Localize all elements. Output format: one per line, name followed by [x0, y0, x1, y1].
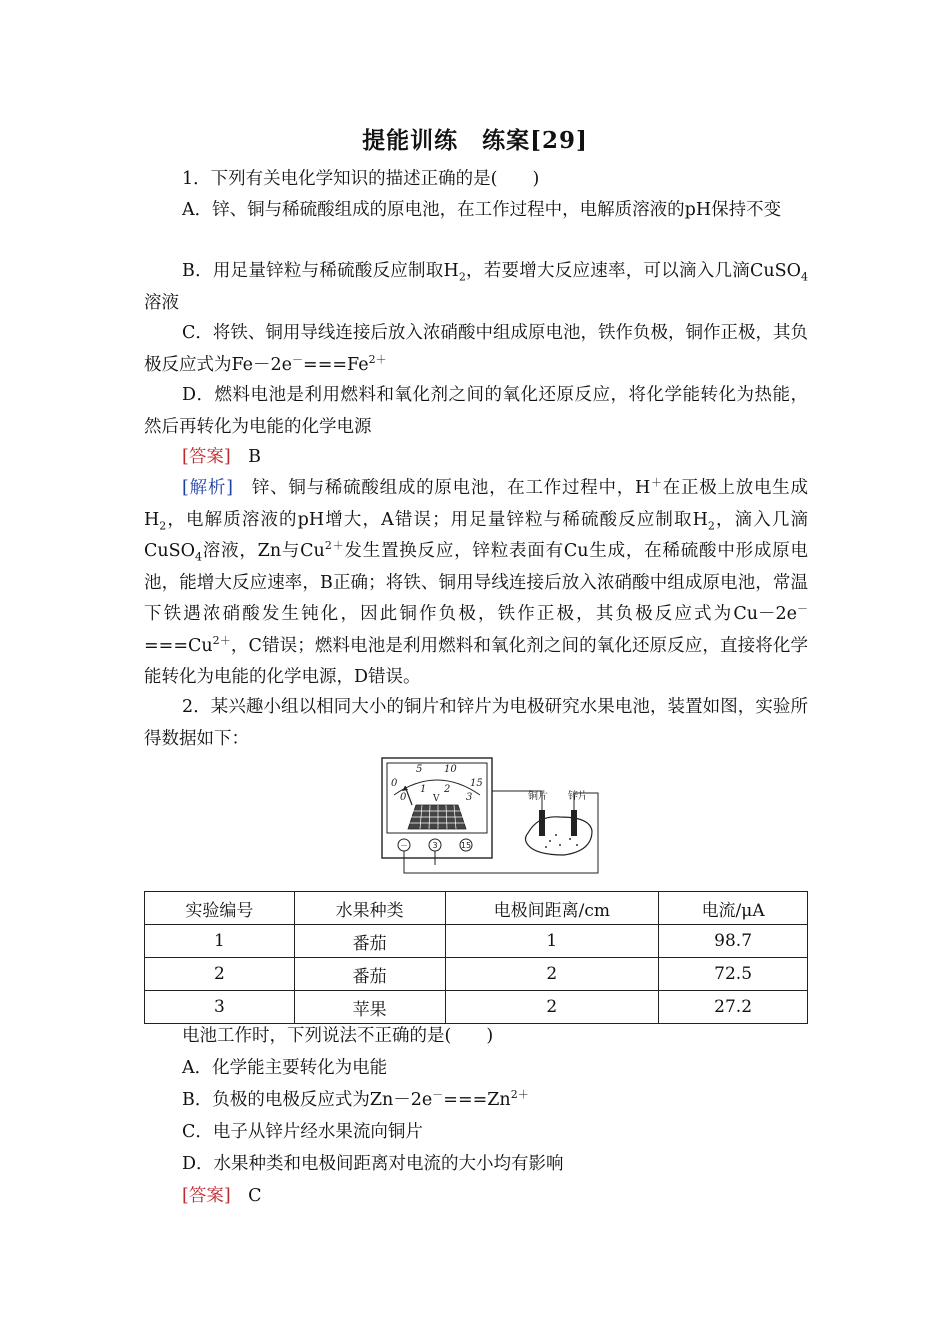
table-cell: 2 — [445, 958, 659, 991]
fruit — [526, 817, 593, 855]
q1-option-d: D．燃料电池是利用燃料和氧化剂之间的氧化还原反应，将化学能转化为热能，然后再转化为电能的化学电源 — [144, 385, 808, 437]
q2-answer: [答案] C — [182, 1186, 262, 1206]
scale-top-0: 0 — [391, 778, 398, 789]
table-cell: 苹果 — [294, 991, 445, 1024]
unit-label: V — [433, 794, 440, 804]
table-cell: 27.2 — [659, 991, 808, 1024]
scale-top-10: 10 — [444, 764, 457, 775]
q2-stem: 2．某兴趣小组以相同大小的铜片和锌片为电极研究水果电池，装置如图，实验所得数据如下： — [144, 697, 808, 749]
table-cell: 72.5 — [659, 958, 808, 991]
terminal-15v-label: 15 — [460, 841, 472, 850]
q1-option-b: B．用足量锌粒与稀硫酸反应制取$H_2$，若要增大反应速率，可以滴入几滴CuSO$_4$溶液 — [144, 261, 808, 313]
q2-question: 电池工作时，下列说法不正确的是( ) — [182, 1026, 494, 1046]
scale-top-5: 5 — [416, 764, 423, 775]
copper-label: 铜片 — [528, 791, 548, 802]
table-cell: 98.7 — [659, 925, 808, 958]
scale-bottom-2: 2 — [444, 784, 451, 795]
q1-answer: [答案] B — [182, 447, 262, 467]
table-cell: 3 — [145, 991, 295, 1024]
q2-option-b: B．负极的电极反应式为$Zn-2e^-===Zn^{2+}$ — [182, 1088, 529, 1110]
table-cell: 番茄 — [294, 958, 445, 991]
answer-tag: [答案] — [182, 1186, 231, 1206]
q1-option-c: C．将铁、铜用导线连接后放入浓硝酸中组成原电池，铁作负极，铜作正极，其负极反应式为$Fe-2e^-===Fe^{2+}$ — [144, 323, 808, 375]
analysis-tag: [解析] — [182, 478, 233, 498]
zinc-label: 锌片 — [568, 791, 588, 802]
table-row — [145, 925, 808, 958]
table-header: 水果种类 — [294, 892, 445, 925]
zinc-electrode — [571, 810, 577, 836]
scale-bottom-1: 1 — [420, 784, 427, 795]
page-title: 提能训练 练案[29] — [362, 127, 588, 154]
q2-option-a: A．化学能主要转化为电能 — [182, 1058, 388, 1078]
table-header: 电极间距离/cm — [445, 892, 659, 925]
table-cell: 番茄 — [294, 925, 445, 958]
experiment-table — [144, 891, 808, 1024]
table-cell: 1 — [145, 925, 295, 958]
fruit-battery-figure — [378, 755, 606, 879]
copper-electrode — [539, 810, 545, 836]
table-row — [145, 958, 808, 991]
table-cell: 2 — [445, 991, 659, 1024]
scale-bottom-3: 3 — [466, 792, 473, 803]
table-cell: 2 — [145, 958, 295, 991]
table-header: 实验编号 — [145, 892, 295, 925]
table-header: 电流/μA — [659, 892, 808, 925]
terminal-negative-label: － — [400, 841, 408, 850]
q1-option-a: A．锌、铜与稀硫酸组成的原电池，在工作过程中，电解质溶液的pH保持不变 — [182, 200, 782, 220]
terminal-3v-label: 3 — [432, 841, 438, 850]
table-row — [145, 991, 808, 1024]
scale-bottom-0: 0 — [400, 792, 407, 803]
table-header-row — [145, 892, 808, 925]
q1-stem: 1．下列有关电化学知识的描述正确的是( ) — [182, 169, 540, 189]
q1-analysis: [解析] 锌、铜与稀硫酸组成的原电池，在工作过程中，H＋在正极上放电生成$H_2$，电解质溶液的pH增大，A错误；用足量锌粒与稀硫酸反应制取$H_2$，滴入几滴CuSO$_4$溶液，Zn与$Cu^{2+}$发生置换反应，锌粒表面有Cu生成，在稀硫酸中形成原电池，能增大反应速率，B正确；将铁、铜用导线连接后放入浓硝酸中组成原电池，常温下铁遇浓硝酸发生钝化，因此铜作负极，铁作正极，其负极反应式为$Cu-2e^-===Cu^{2+}$，C错误；燃料电池是利用燃料和氧化剂之间的氧化还原反应，直接将化学能转化为电能的化学电源，D错误。 — [144, 476, 809, 687]
q2-option-d: D．水果种类和电极间距离对电流的大小均有影响 — [182, 1154, 564, 1174]
table-cell: 1 — [445, 925, 659, 958]
q2-option-c: C．电子从锌片经水果流向铜片 — [182, 1122, 423, 1142]
answer-tag: [答案] — [182, 447, 231, 467]
scale-top-15: 15 — [470, 778, 483, 789]
